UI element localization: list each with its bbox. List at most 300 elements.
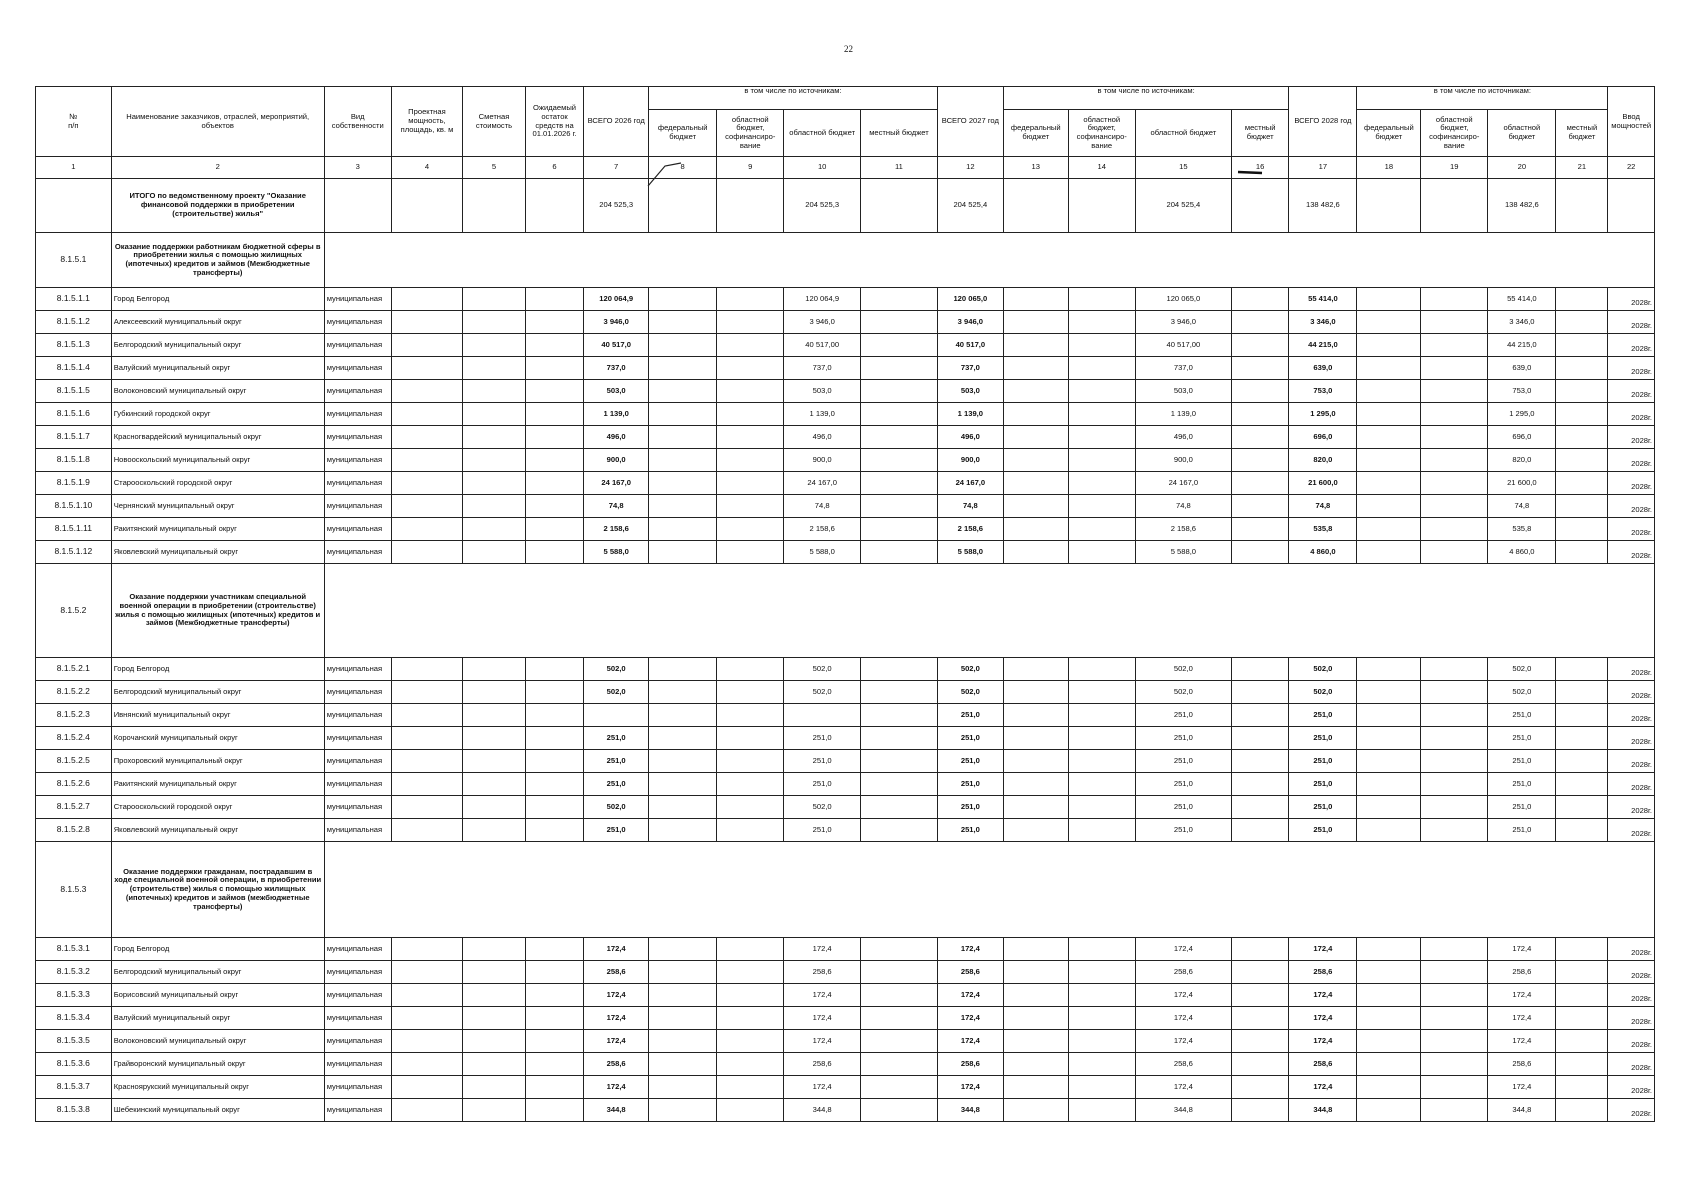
- regional-2026: 496,0: [784, 426, 861, 449]
- regional-2026: 258,6: [784, 1053, 861, 1076]
- regional-2026: 251,0: [784, 750, 861, 773]
- regional-2028: 753,0: [1488, 380, 1556, 403]
- regional-2027: 344,8: [1135, 1099, 1231, 1122]
- total-2027: 24 167,0: [937, 472, 1003, 495]
- regional-2027: 496,0: [1135, 426, 1231, 449]
- commissioning-year: 2028г.: [1608, 495, 1655, 518]
- row-code: 8.1.5.1.4: [36, 357, 112, 380]
- regional-2027: 120 065,0: [1135, 288, 1231, 311]
- total-2027: 251,0: [937, 796, 1003, 819]
- section-title: Оказание поддержки участникам специальной военной операции в приобретении (строительстве) жилья с помощью жилищных (ипотечных) кредитов и займов (Межбюджетные трансферты): [111, 564, 324, 658]
- row-ownership: муниципальная: [324, 1099, 391, 1122]
- total-2028: 172,4: [1289, 1076, 1357, 1099]
- commissioning-year: 2028г.: [1608, 541, 1655, 564]
- section-code: 8.1.5.1: [36, 233, 112, 288]
- total-2027: 40 517,0: [937, 334, 1003, 357]
- total-2027: 344,8: [937, 1099, 1003, 1122]
- row-code: 8.1.5.2.6: [36, 773, 112, 796]
- row-name: Валуйский муниципальный округ: [111, 1007, 324, 1030]
- total-regional-2027: 204 525,4: [1135, 179, 1231, 233]
- row-name: Красноярукский муниципальный округ: [111, 1076, 324, 1099]
- regional-2028: 172,4: [1488, 938, 1556, 961]
- column-number: 15: [1135, 157, 1231, 179]
- row-name: Волоконовский муниципальный округ: [111, 1030, 324, 1053]
- table-row: [36, 495, 1655, 518]
- section-code: 8.1.5.2: [36, 564, 112, 658]
- column-number: 9: [717, 157, 784, 179]
- column-number: 6: [525, 157, 583, 179]
- row-name: Город Белгород: [111, 288, 324, 311]
- regional-2027: 737,0: [1135, 357, 1231, 380]
- total-2026: 258,6: [584, 961, 649, 984]
- row-ownership: муниципальная: [324, 727, 391, 750]
- total-2027: 502,0: [937, 681, 1003, 704]
- table-row: [36, 334, 1655, 357]
- table-row: [36, 311, 1655, 334]
- column-number: 18: [1357, 157, 1421, 179]
- column-number: 7: [584, 157, 649, 179]
- regional-2027: 172,4: [1135, 1076, 1231, 1099]
- total-2026: 172,4: [584, 1076, 649, 1099]
- total-2026: 344,8: [584, 1099, 649, 1122]
- table-row: [36, 380, 1655, 403]
- total-2026: 251,0: [584, 727, 649, 750]
- commissioning-year: 2028г.: [1608, 472, 1655, 495]
- section-row: [36, 233, 1655, 288]
- column-number: 1: [36, 157, 112, 179]
- row-ownership: муниципальная: [324, 961, 391, 984]
- table-row: [36, 1007, 1655, 1030]
- row-ownership: муниципальная: [324, 311, 391, 334]
- regional-2027: 24 167,0: [1135, 472, 1231, 495]
- row-name: Город Белгород: [111, 938, 324, 961]
- total-2026: 120 064,9: [584, 288, 649, 311]
- header-balance: Ожидаемый остаток средств на 01.01.2026 г.: [525, 87, 583, 157]
- total-2028: 258,6: [1289, 961, 1357, 984]
- total-2028: 820,0: [1289, 449, 1357, 472]
- header-federal-2026: федеральный бюджет: [649, 110, 717, 157]
- regional-2028: 74,8: [1488, 495, 1556, 518]
- row-ownership: муниципальная: [324, 984, 391, 1007]
- total-2026: 503,0: [584, 380, 649, 403]
- regional-2028: 696,0: [1488, 426, 1556, 449]
- row-code: 8.1.5.2.7: [36, 796, 112, 819]
- regional-2028: 639,0: [1488, 357, 1556, 380]
- header-federal-2027: федеральный бюджет: [1003, 110, 1068, 157]
- total-2027: 172,4: [937, 1007, 1003, 1030]
- table-row: [36, 938, 1655, 961]
- commissioning-year: 2028г.: [1608, 773, 1655, 796]
- regional-2028: 172,4: [1488, 1030, 1556, 1053]
- total-2026: 502,0: [584, 796, 649, 819]
- header-regional-2027: областной бюджет: [1135, 110, 1231, 157]
- section-code: 8.1.5.3: [36, 842, 112, 938]
- commissioning-year: 2028г.: [1608, 288, 1655, 311]
- total-2028: 172,4: [1289, 938, 1357, 961]
- total-2026: 1 139,0: [584, 403, 649, 426]
- pen-mark: [1236, 168, 1266, 178]
- row-name: Ивнянский муниципальный округ: [111, 704, 324, 727]
- row-name: Чернянский муниципальный округ: [111, 495, 324, 518]
- column-number-row: [36, 157, 1655, 179]
- total-2026: 5 588,0: [584, 541, 649, 564]
- regional-2027: 251,0: [1135, 819, 1231, 842]
- header-total-2028: ВСЕГО 2028 год: [1289, 87, 1357, 157]
- regional-2028: 172,4: [1488, 1076, 1556, 1099]
- pen-mark: [645, 160, 685, 190]
- column-number: 12: [937, 157, 1003, 179]
- row-code: 8.1.5.3.5: [36, 1030, 112, 1053]
- total-2026: 172,4: [584, 1030, 649, 1053]
- row-ownership: муниципальная: [324, 1030, 391, 1053]
- total-2026: 74,8: [584, 495, 649, 518]
- regional-2027: 251,0: [1135, 727, 1231, 750]
- column-number: 4: [391, 157, 462, 179]
- regional-2026: 737,0: [784, 357, 861, 380]
- total-2027: 74,8: [937, 495, 1003, 518]
- row-code: 8.1.5.2.3: [36, 704, 112, 727]
- row-name: Ракитянский муниципальный округ: [111, 773, 324, 796]
- total-2028: 251,0: [1289, 819, 1357, 842]
- row-name: Город Белгород: [111, 658, 324, 681]
- commissioning-year: 2028г.: [1608, 727, 1655, 750]
- regional-2026: [784, 704, 861, 727]
- row-code: 8.1.5.2.5: [36, 750, 112, 773]
- table-row: [36, 819, 1655, 842]
- commissioning-year: 2028г.: [1608, 658, 1655, 681]
- regional-2026: 251,0: [784, 727, 861, 750]
- total-2028: 502,0: [1289, 681, 1357, 704]
- regional-2026: 900,0: [784, 449, 861, 472]
- regional-2026: 251,0: [784, 773, 861, 796]
- column-number: 11: [861, 157, 938, 179]
- total-2027: 258,6: [937, 1053, 1003, 1076]
- regional-2028: 251,0: [1488, 727, 1556, 750]
- total-2027: 737,0: [937, 357, 1003, 380]
- commissioning-year: 2028г.: [1608, 1030, 1655, 1053]
- table-row: [36, 1076, 1655, 1099]
- total-2027: 172,4: [937, 1030, 1003, 1053]
- total-2028: 251,0: [1289, 750, 1357, 773]
- row-name: Валуйский муниципальный округ: [111, 357, 324, 380]
- commissioning-year: 2028г.: [1608, 518, 1655, 541]
- header-estimate: Сметная стоимость: [463, 87, 526, 157]
- commissioning-year: 2028г.: [1608, 357, 1655, 380]
- header-sources-2026: в том числе по источникам:: [649, 87, 938, 110]
- regional-2028: 344,8: [1488, 1099, 1556, 1122]
- total-2028: 344,8: [1289, 1099, 1357, 1122]
- total-2027: 2 158,6: [937, 518, 1003, 541]
- regional-2028: 258,6: [1488, 1053, 1556, 1076]
- row-ownership: муниципальная: [324, 796, 391, 819]
- commissioning-year: 2028г.: [1608, 681, 1655, 704]
- total-2027: 502,0: [937, 658, 1003, 681]
- row-name: Губкинский городской округ: [111, 403, 324, 426]
- total-2027: 496,0: [937, 426, 1003, 449]
- total-2026: 502,0: [584, 658, 649, 681]
- table-row: [36, 1053, 1655, 1076]
- row-ownership: муниципальная: [324, 681, 391, 704]
- regional-2028: 251,0: [1488, 773, 1556, 796]
- regional-2027: 258,6: [1135, 1053, 1231, 1076]
- row-ownership: муниципальная: [324, 357, 391, 380]
- row-code: 8.1.5.1.12: [36, 541, 112, 564]
- header-total-2026: ВСЕГО 2026 год: [584, 87, 649, 157]
- total-2027: 3 946,0: [937, 311, 1003, 334]
- row-name: Красногвардейский муниципальный округ: [111, 426, 324, 449]
- regional-2027: 258,6: [1135, 961, 1231, 984]
- row-name: Белгородский муниципальный округ: [111, 334, 324, 357]
- total-2028: 138 482,6: [1289, 179, 1357, 233]
- regional-2028: 251,0: [1488, 796, 1556, 819]
- row-name: Прохоровский муниципальный округ: [111, 750, 324, 773]
- table-row: [36, 541, 1655, 564]
- row-ownership: муниципальная: [324, 1053, 391, 1076]
- row-name: Белгородский муниципальный округ: [111, 681, 324, 704]
- commissioning-year: 2028г.: [1608, 1076, 1655, 1099]
- header-sources-2028: в том числе по источникам:: [1357, 87, 1608, 110]
- row-code: 8.1.5.3.2: [36, 961, 112, 984]
- total-2028: 753,0: [1289, 380, 1357, 403]
- budget-table: [35, 86, 1655, 1122]
- total-2028: 251,0: [1289, 704, 1357, 727]
- row-code: 8.1.5.1.8: [36, 449, 112, 472]
- total-2028: 172,4: [1289, 1030, 1357, 1053]
- total-2026: [584, 704, 649, 727]
- row-ownership: муниципальная: [324, 819, 391, 842]
- total-2026: 204 525,3: [584, 179, 649, 233]
- row-code: 8.1.5.2.8: [36, 819, 112, 842]
- total-2028: 4 860,0: [1289, 541, 1357, 564]
- column-number: 13: [1003, 157, 1068, 179]
- row-code: 8.1.5.3.7: [36, 1076, 112, 1099]
- total-2027: 251,0: [937, 750, 1003, 773]
- row-ownership: муниципальная: [324, 1076, 391, 1099]
- regional-2026: 5 588,0: [784, 541, 861, 564]
- regional-2026: 503,0: [784, 380, 861, 403]
- total-2026: 251,0: [584, 750, 649, 773]
- total-2026: 3 946,0: [584, 311, 649, 334]
- column-number: 21: [1556, 157, 1608, 179]
- row-ownership: муниципальная: [324, 750, 391, 773]
- row-ownership: муниципальная: [324, 426, 391, 449]
- regional-2028: 44 215,0: [1488, 334, 1556, 357]
- row-code: 8.1.5.3.6: [36, 1053, 112, 1076]
- row-code: 8.1.5.1.2: [36, 311, 112, 334]
- row-code: 8.1.5.1.9: [36, 472, 112, 495]
- regional-2026: 172,4: [784, 938, 861, 961]
- total-2026: 172,4: [584, 1007, 649, 1030]
- regional-2026: 24 167,0: [784, 472, 861, 495]
- total-2026: 40 517,0: [584, 334, 649, 357]
- row-code: 8.1.5.1.5: [36, 380, 112, 403]
- total-2027: 120 065,0: [937, 288, 1003, 311]
- row-name: Корочанский муниципальный округ: [111, 727, 324, 750]
- commissioning-year: 2028г.: [1608, 380, 1655, 403]
- regional-2028: 4 860,0: [1488, 541, 1556, 564]
- row-name: Алексеевский муниципальный округ: [111, 311, 324, 334]
- total-2027: 172,4: [937, 984, 1003, 1007]
- total-2027: 5 588,0: [937, 541, 1003, 564]
- regional-2027: 900,0: [1135, 449, 1231, 472]
- table-row: [36, 773, 1655, 796]
- commissioning-year: 2028г.: [1608, 961, 1655, 984]
- commissioning-year: 2028г.: [1608, 750, 1655, 773]
- section-filler: [324, 564, 1654, 658]
- header-commissioning: Ввод мощностей: [1608, 87, 1655, 157]
- row-name: Грайворонский муниципальный округ: [111, 1053, 324, 1076]
- section-title: Оказание поддержки работникам бюджетной сферы в приобретении жилья с помощью жилищных (ипотечных) кредитов и займов (Межбюджетные трансферты): [111, 233, 324, 288]
- row-name: Белгородский муниципальный округ: [111, 961, 324, 984]
- regional-2027: 502,0: [1135, 658, 1231, 681]
- header-regional-2028: областной бюджет: [1488, 110, 1556, 157]
- regional-2027: 2 158,6: [1135, 518, 1231, 541]
- header-regional-cofin-2027: областной бюджет, софинансиро-вание: [1068, 110, 1135, 157]
- total-2027: 204 525,4: [937, 179, 1003, 233]
- regional-2026: 172,4: [784, 1076, 861, 1099]
- header-federal-2028: федеральный бюджет: [1357, 110, 1421, 157]
- row-code: 8.1.5.2.2: [36, 681, 112, 704]
- regional-2026: 120 064,9: [784, 288, 861, 311]
- total-2027: 251,0: [937, 773, 1003, 796]
- row-code: 8.1.5.3.3: [36, 984, 112, 1007]
- row-name: Старооскольский городской округ: [111, 796, 324, 819]
- table-row: [36, 984, 1655, 1007]
- row-name: Старооскольский городской округ: [111, 472, 324, 495]
- regional-2026: 502,0: [784, 796, 861, 819]
- regional-2026: 172,4: [784, 984, 861, 1007]
- row-name: Яковлевский муниципальный округ: [111, 819, 324, 842]
- total-2027: 503,0: [937, 380, 1003, 403]
- total-2028: 258,6: [1289, 1053, 1357, 1076]
- table-row: [36, 961, 1655, 984]
- table-row: [36, 518, 1655, 541]
- column-number: 2: [111, 157, 324, 179]
- regional-2026: 2 158,6: [784, 518, 861, 541]
- total-2028: 172,4: [1289, 1007, 1357, 1030]
- row-ownership: муниципальная: [324, 1007, 391, 1030]
- regional-2028: 535,8: [1488, 518, 1556, 541]
- row-name: Борисовский муниципальный округ: [111, 984, 324, 1007]
- table-row: [36, 1099, 1655, 1122]
- total-2027: 172,4: [937, 1076, 1003, 1099]
- section-row: [36, 564, 1655, 658]
- row-code: 8.1.5.2.4: [36, 727, 112, 750]
- regional-2028: 820,0: [1488, 449, 1556, 472]
- total-2026: 251,0: [584, 819, 649, 842]
- total-2026: 737,0: [584, 357, 649, 380]
- total-2026: 496,0: [584, 426, 649, 449]
- table-row: [36, 449, 1655, 472]
- row-ownership: муниципальная: [324, 380, 391, 403]
- column-number: 22: [1608, 157, 1655, 179]
- row-ownership: муниципальная: [324, 403, 391, 426]
- regional-2027: 172,4: [1135, 984, 1231, 1007]
- table-row: [36, 1030, 1655, 1053]
- header-regional-2026: областной бюджет: [784, 110, 861, 157]
- total-2027: 900,0: [937, 449, 1003, 472]
- total-2026: 251,0: [584, 773, 649, 796]
- commissioning-year: 2028г.: [1608, 938, 1655, 961]
- total-2028: 21 600,0: [1289, 472, 1357, 495]
- column-number: 5: [463, 157, 526, 179]
- total-2028: 696,0: [1289, 426, 1357, 449]
- commissioning-year: 2028г.: [1608, 426, 1655, 449]
- row-ownership: муниципальная: [324, 472, 391, 495]
- total-2027: 251,0: [937, 819, 1003, 842]
- regional-2028: 3 346,0: [1488, 311, 1556, 334]
- commissioning-year: 2028г.: [1608, 796, 1655, 819]
- column-number: 10: [784, 157, 861, 179]
- header-n: № п/п: [36, 87, 112, 157]
- header-regional-cofin-2028: областной бюджет, софинансиро-вание: [1421, 110, 1488, 157]
- table-row: [36, 288, 1655, 311]
- header-total-2027: ВСЕГО 2027 год: [937, 87, 1003, 157]
- regional-2026: 40 517,00: [784, 334, 861, 357]
- regional-2028: 251,0: [1488, 819, 1556, 842]
- regional-2027: 40 517,00: [1135, 334, 1231, 357]
- header-local-2028: местный бюджет: [1556, 110, 1608, 157]
- regional-2028: 172,4: [1488, 984, 1556, 1007]
- regional-2027: 5 588,0: [1135, 541, 1231, 564]
- row-ownership: муниципальная: [324, 288, 391, 311]
- regional-2026: 3 946,0: [784, 311, 861, 334]
- total-2026: 900,0: [584, 449, 649, 472]
- commissioning-year: 2028г.: [1608, 334, 1655, 357]
- row-name: Новооскольский муниципальный округ: [111, 449, 324, 472]
- commissioning-year: 2028г.: [1608, 1007, 1655, 1030]
- table-row: [36, 658, 1655, 681]
- row-ownership: муниципальная: [324, 773, 391, 796]
- regional-2026: 258,6: [784, 961, 861, 984]
- regional-2028: 21 600,0: [1488, 472, 1556, 495]
- row-name: Ракитянский муниципальный округ: [111, 518, 324, 541]
- row-ownership: муниципальная: [324, 541, 391, 564]
- total-2026: 24 167,0: [584, 472, 649, 495]
- row-code: 8.1.5.1.3: [36, 334, 112, 357]
- regional-2027: 1 139,0: [1135, 403, 1231, 426]
- regional-2027: 3 946,0: [1135, 311, 1231, 334]
- table-row: [36, 704, 1655, 727]
- regional-2027: 172,4: [1135, 1007, 1231, 1030]
- row-code: 8.1.5.3.4: [36, 1007, 112, 1030]
- section-filler: [324, 233, 1654, 288]
- row-name: Шебекинский муниципальный округ: [111, 1099, 324, 1122]
- row-code: 8.1.5.1.10: [36, 495, 112, 518]
- total-2027: 251,0: [937, 727, 1003, 750]
- regional-2026: 502,0: [784, 658, 861, 681]
- regional-2027: 251,0: [1135, 750, 1231, 773]
- regional-2026: 172,4: [784, 1030, 861, 1053]
- header-ownership: Вид собственности: [324, 87, 391, 157]
- regional-2027: 251,0: [1135, 704, 1231, 727]
- total-2028: 172,4: [1289, 984, 1357, 1007]
- table-row: [36, 426, 1655, 449]
- row-name: Яковлевский муниципальный округ: [111, 541, 324, 564]
- commissioning-year: 2028г.: [1608, 449, 1655, 472]
- commissioning-year: 2028г.: [1608, 1099, 1655, 1122]
- regional-2028: 251,0: [1488, 704, 1556, 727]
- total-2028: 74,8: [1289, 495, 1357, 518]
- regional-2027: 172,4: [1135, 938, 1231, 961]
- total-title: ИТОГО по ведомственному проекту "Оказание финансовой поддержки в приобретении (строительстве) жилья": [111, 179, 324, 233]
- row-code: 8.1.5.1.6: [36, 403, 112, 426]
- header-local-2027: местный бюджет: [1231, 110, 1288, 157]
- table-row: [36, 472, 1655, 495]
- regional-2027: 172,4: [1135, 1030, 1231, 1053]
- table-row: [36, 796, 1655, 819]
- row-ownership: муниципальная: [324, 518, 391, 541]
